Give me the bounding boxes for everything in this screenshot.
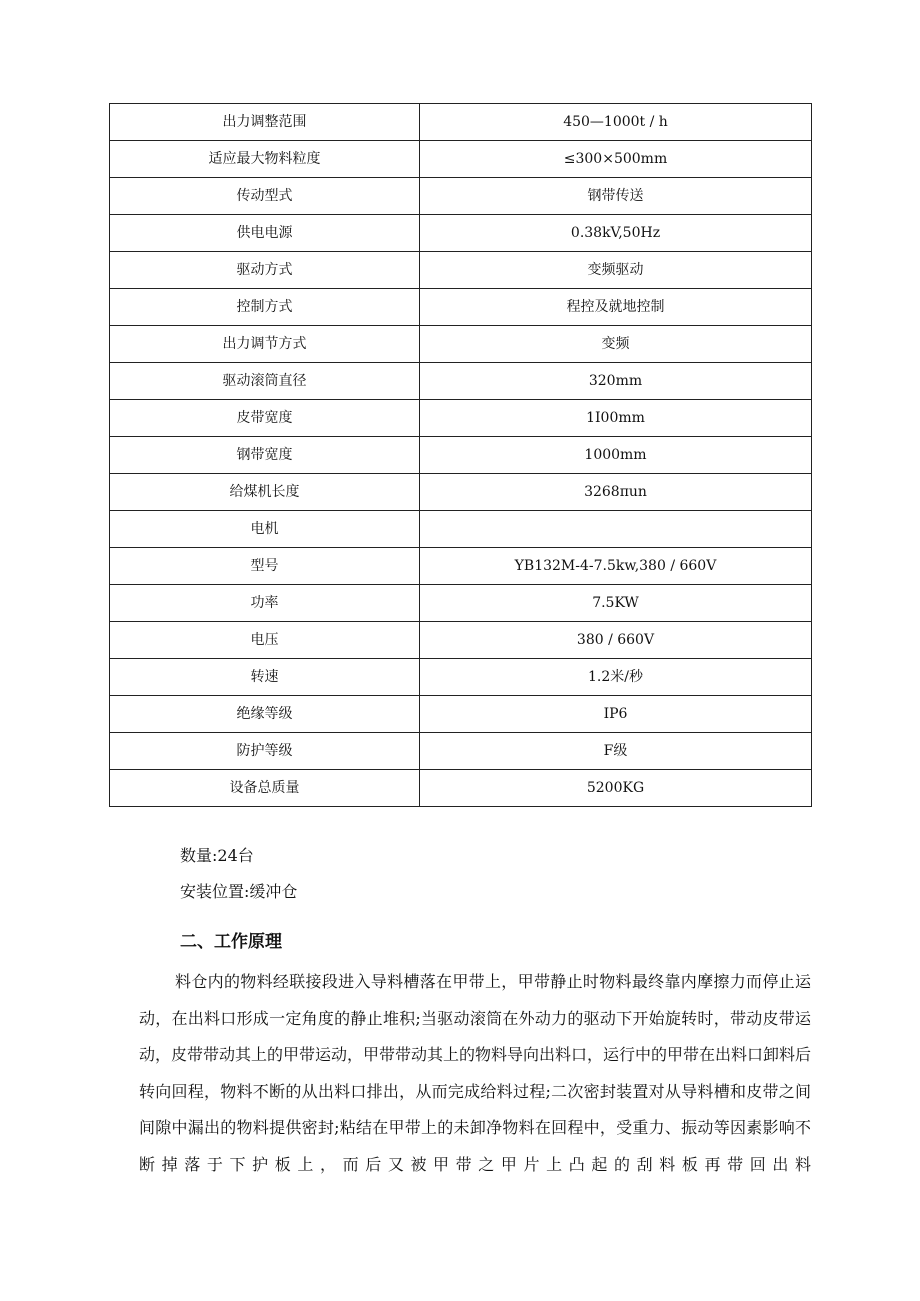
table-row [110,363,812,400]
spec-value-cell [420,511,812,548]
table-row [110,252,812,289]
spec-label-cell: 出力调整范围 [110,104,420,141]
spec-label-cell: 钢带宽度 [110,437,420,474]
table-row [110,474,812,511]
spec-label-cell: 出力调节方式 [110,326,420,363]
spec-label-cell: 皮带宽度 [110,400,420,437]
spec-value-cell: 0.38kV,50Hz [420,215,812,252]
spec-label-cell: 传动型式 [110,178,420,215]
table-row [110,141,812,178]
spec-label-cell: 功率 [110,585,420,622]
table-row [110,770,812,807]
spec-label-cell: 绝缘等级 [110,696,420,733]
spec-value-cell: 450—1000t / h [420,104,812,141]
table-row [110,178,812,215]
spec-label-cell: 转速 [110,659,420,696]
spec-value-cell: 1000mm [420,437,812,474]
table-row [110,696,812,733]
spec-label-cell: 驱动方式 [110,252,420,289]
spec-label-cell: 电压 [110,622,420,659]
section-heading: 二、工作原理 [180,932,282,952]
table-row [110,289,812,326]
spec-label-cell: 设备总质量 [110,770,420,807]
spec-value-cell: 程控及就地控制 [420,289,812,326]
working-principle-paragraph: 料仓内的物料经联接段进入导料槽落在甲带上，甲带静止时物料最终靠内摩擦力而停止运动，在出料口形成一定角度的静止堆积;当驱动滚筒在外动力的驱动下开始旋转时，带动皮带运动，皮带带动其上的甲带运动，甲带带动其上的物料导向出料口，运行中的甲带在出料口卸料后转向回程，物料不断的从出料口排出，从而完成给料过程;二次密封装置对从导料槽和皮带之间间隙中漏出的物料提供密封;粘结在甲带上的未卸净物料在回程中，受重力、振动等因素影响不断掉落于下护板上，而后又被甲带之甲片上凸起的刮料板再带回出料 [139,972,812,1174]
table-row [110,659,812,696]
spec-label-cell: 给煤机长度 [110,474,420,511]
spec-table-body [110,104,812,807]
spec-value-cell: YB132M-4-7.5kw,380 / 660V [420,548,812,585]
spec-value-cell: 钢带传送 [420,178,812,215]
spec-value-cell: 5200KG [420,770,812,807]
table-row [110,326,812,363]
table-row [110,733,812,770]
install-location-line: 安装位置:缓冲仓 [180,882,298,901]
table-row [110,585,812,622]
table-row [110,511,812,548]
spec-value-cell: 1.2米/秒 [420,659,812,696]
spec-label-cell: 电机 [110,511,420,548]
spec-label-cell: 防护等级 [110,733,420,770]
spec-value-cell: 1I00mm [420,400,812,437]
table-row [110,548,812,585]
table-row [110,104,812,141]
spec-label-cell: 供电电源 [110,215,420,252]
spec-label-cell: 控制方式 [110,289,420,326]
spec-value-cell: 变频驱动 [420,252,812,289]
table-row [110,215,812,252]
spec-value-cell: 3268πun [420,474,812,511]
quantity-line: 数量:24台 [180,846,254,865]
spec-value-cell: F级 [420,733,812,770]
spec-value-cell: 变频 [420,326,812,363]
spec-value-cell: ≤300×500mm [420,141,812,178]
spec-value-cell: 7.5KW [420,585,812,622]
table-row [110,437,812,474]
spec-value-cell: 320mm [420,363,812,400]
spec-value-cell: IP6 [420,696,812,733]
spec-value-cell: 380 / 660V [420,622,812,659]
spec-label-cell: 型号 [110,548,420,585]
table-row [110,622,812,659]
spec-table [109,103,812,807]
spec-label-cell: 驱动滚筒直径 [110,363,420,400]
spec-label-cell: 适应最大物料粒度 [110,141,420,178]
table-row [110,400,812,437]
